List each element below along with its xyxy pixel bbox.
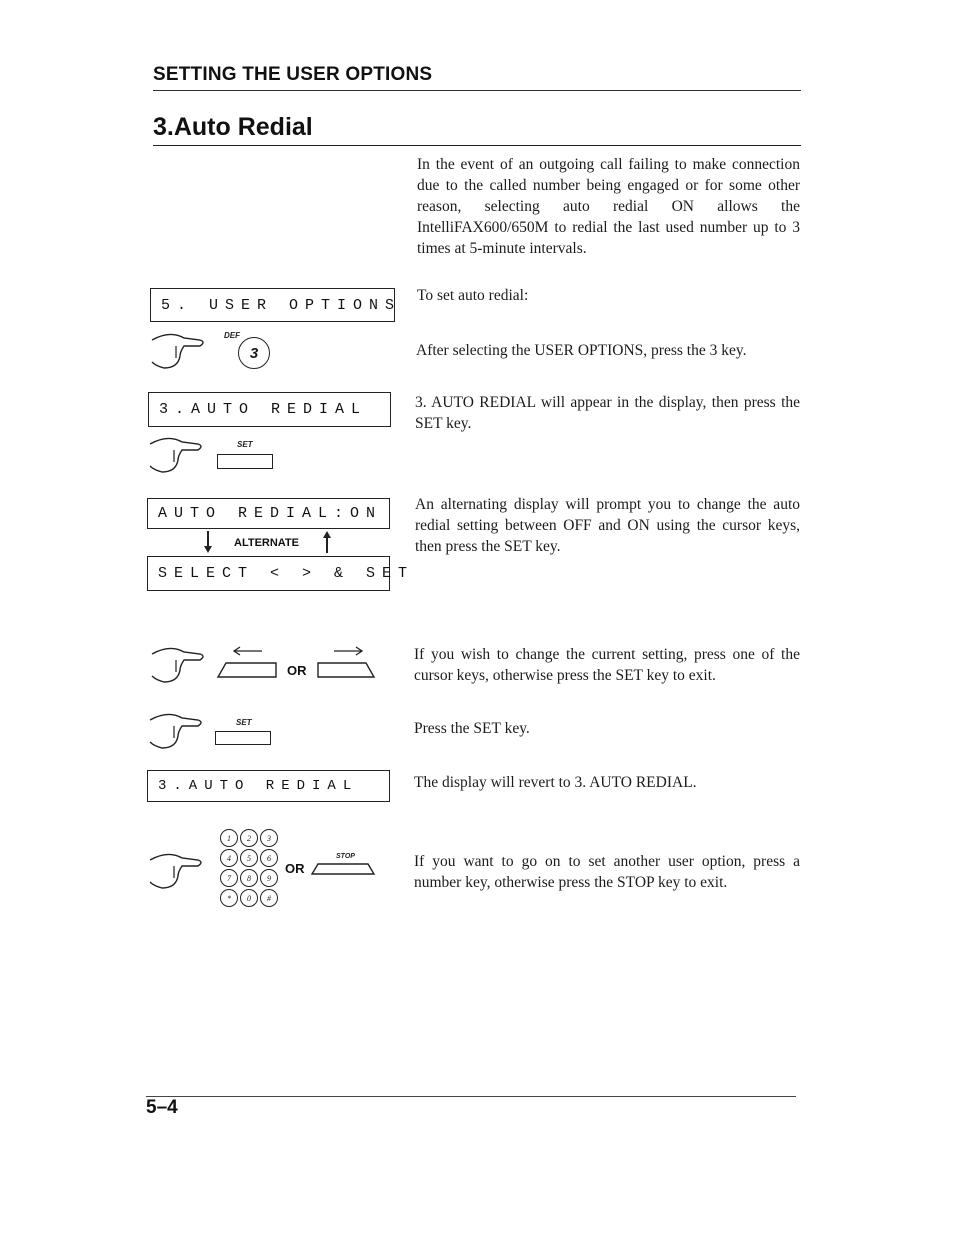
intro-paragraph: In the event of an outgoing call failing to make connection due to the called number being engaged or for some other reason, selecting auto redial ON allows the IntelliFAX600/650M to redial the last used number up to 3 times at 5-minute intervals.: [417, 156, 800, 257]
page-title: 3.Auto Redial: [153, 113, 313, 141]
number-key[interactable]: 4: [220, 849, 238, 867]
lcd-auto-redial-final: 3.AUTO REDIAL: [147, 770, 390, 802]
title-rule: [153, 145, 801, 146]
or-label: OR: [287, 663, 307, 678]
or-label-2: OR: [285, 861, 305, 876]
lcd-auto-redial-on: AUTO REDIAL:ON: [147, 498, 390, 529]
key-set-label-2: SET: [236, 718, 252, 727]
lcd-user-options: 5. USER OPTIONS: [150, 288, 395, 322]
number-key[interactable]: 6: [260, 849, 278, 867]
step-text-4: An alternating display will prompt you to change the auto redial setting between OFF and ON using the cursor keys, then press the SET key.: [415, 496, 800, 555]
arrow-up-icon: [322, 530, 332, 554]
set-button[interactable]: [217, 454, 273, 469]
numeric-keypad: [220, 829, 278, 907]
lcd-auto-redial: 3.AUTO REDIAL: [148, 392, 391, 427]
number-key[interactable]: 3: [260, 829, 278, 847]
number-key[interactable]: 8: [240, 869, 258, 887]
pointing-hand-icon: [148, 848, 208, 892]
page-number: 5–4: [146, 1097, 178, 1118]
cursor-left-button[interactable]: [216, 660, 278, 680]
key-def-label: DEF: [224, 331, 240, 340]
cursor-right-button[interactable]: [316, 660, 376, 680]
step-text-7: The display will revert to 3. AUTO REDIAL.: [414, 774, 697, 791]
key-3-button[interactable]: 3: [238, 337, 270, 369]
section-header: SETTING THE USER OPTIONS: [153, 64, 433, 85]
header-rule: [153, 90, 801, 91]
number-key[interactable]: #: [260, 889, 278, 907]
step-text-8: If you want to go on to set another user option, press a number key, otherwise press the STOP key to exit.: [414, 853, 800, 891]
number-key[interactable]: 2: [240, 829, 258, 847]
step-text-5: If you wish to change the current setting, press one of the cursor keys, otherwise press the SET key to exit.: [414, 646, 800, 684]
number-key[interactable]: 7: [220, 869, 238, 887]
alternate-label: ALTERNATE: [234, 537, 299, 549]
arrow-right-icon: [332, 646, 364, 656]
footer-rule: [146, 1096, 796, 1097]
arrow-down-icon: [203, 530, 213, 554]
stop-label: STOP: [336, 853, 355, 860]
step-text-6: Press the SET key.: [414, 720, 530, 737]
pointing-hand-icon: [148, 708, 208, 752]
number-key[interactable]: 5: [240, 849, 258, 867]
step-text-1: To set auto redial:: [417, 287, 529, 304]
key-set-label: SET: [237, 440, 253, 449]
pointing-hand-icon: [150, 642, 210, 686]
lcd-select: SELECT < > & SET: [147, 556, 390, 591]
set-button-2[interactable]: [215, 731, 271, 745]
number-key[interactable]: 0: [240, 889, 258, 907]
pointing-hand-icon: [148, 432, 208, 476]
number-key[interactable]: 1: [220, 829, 238, 847]
number-key[interactable]: 9: [260, 869, 278, 887]
step-text-2: After selecting the USER OPTIONS, press the 3 key.: [416, 342, 747, 359]
arrow-left-icon: [232, 646, 264, 656]
pointing-hand-icon: [150, 328, 210, 372]
stop-button[interactable]: [310, 861, 376, 877]
number-key[interactable]: *: [220, 889, 238, 907]
step-text-3: 3. AUTO REDIAL will appear in the display, then press the SET key.: [415, 394, 800, 432]
